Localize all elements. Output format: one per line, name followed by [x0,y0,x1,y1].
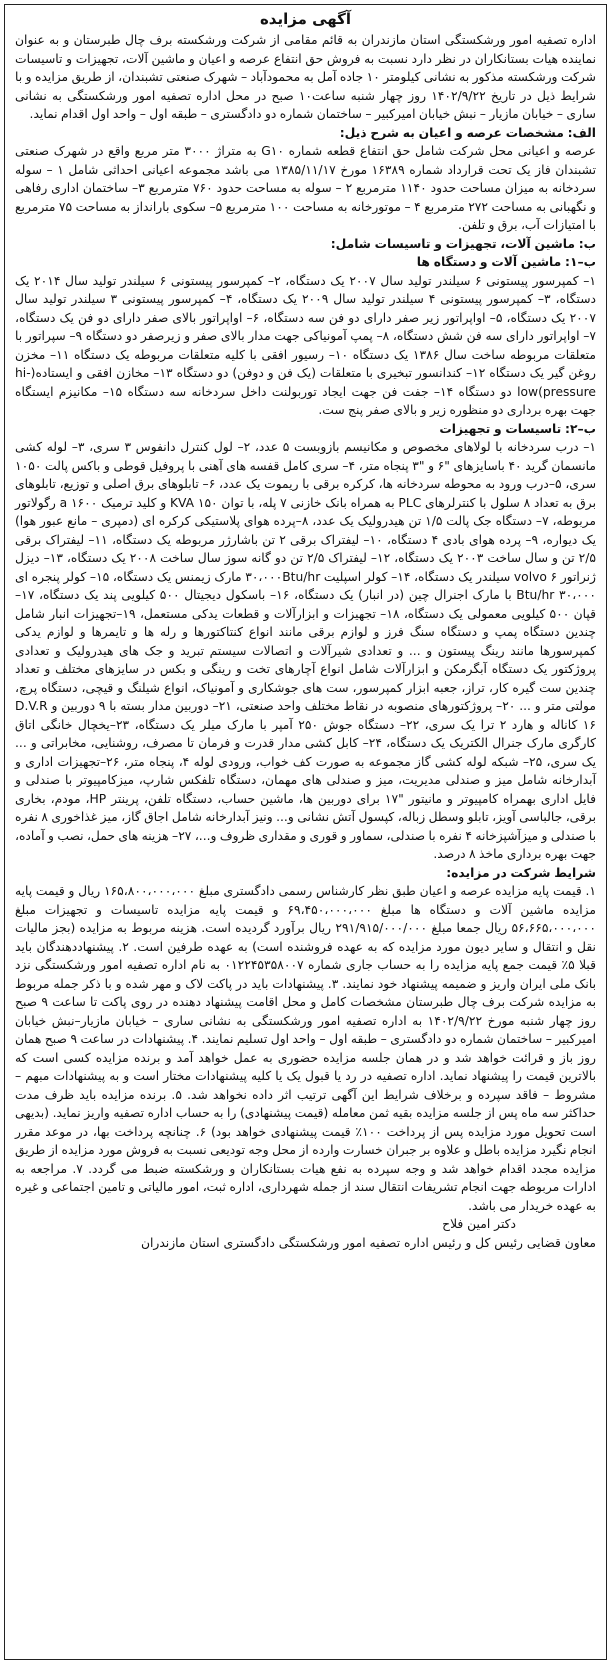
auction-notice [4,4,607,1660]
section-facilities-heading: ب–۲: تاسیسات و تجهیزات [439,421,596,436]
notice-title: آگهی مزایده [259,10,352,28]
section-machinery-heading: ب: ماشین آلات، تجهیزات و تاسیسات شامل: [330,236,596,251]
section-land-text: عرصه و اعیانی محل شرکت شامل حق انتفاع قطعه شماره G۱۰ به متراژ ۳۰۰۰ متر مربع واقع در شهرک صنعتی تشبندان فاز یک تحت قرارداد شماره ۱۶۳۸۹ مورخ ۱۳۸۵/۱۱/۱۷ می باشد مجموعه اعیانی احداثی شامل ۱ – سوله سردخانه به میزان مساحت حدود ۱۱۴۰ مترمربع ۲ – سوله به مساحت حدود ۷۶۰ مترمربع ۳– ساختمان اداری رفاهی و نگهبانی به مساحت ۲۷۲ مترمربع ۴ – موتورخانه به مساحت ۱۰۰ مترمربع ۵– سکوی بارانداز به مساحت ۷۵ مترمربع با امتیازات آب، برق و تلفن. [15,144,596,232]
section-land-heading: الف: مشخصات عرصه و اعیان به شرح ذیل: [339,125,596,140]
section-conditions-heading: شرایط شرکت در مزایده: [446,865,596,880]
section-facilities-text: ۱– درب سردخانه با لولاهای مخصوص و مکانیسم بازوبست ۵ عدد، ۲– لول کنترل دانفوس ۳ سری، ۳– لوله کشی مانسمان گرید ۴۰ باسایزهای "۶ و "۳ پنجاه متر، ۴– سری کامل قفسه های آهنی با پروفیل قوطی و باکس پالت ۱۰۵۰ سری، ۵–درب ورود به محوطه سردخانه ها، کرکره برقی با ریموت یک عدد، ۶– تابلوهای برق اصلی و توزیع، تابلوهای برق به تعداد ۸ سلول با کنترلرهای PLC به همراه بانک خازنی ۷ پله، با توان KVA ۱۵۰ و کلید ترمیک a ۱۶۰۰ رگولاتور مربوطه، ۷– دستگاه جک پالت ۱/۵ تن هیدرولیک یک عدد، ۸–پرده هوای پلاستیکی کرکره ای (دمپری – مانع عبور هوا) یک دیواره، ۹– پرده هوای بادی ۴ دستگاه، ۱۰– لیفتراک برقی ۲ تن باشارژر مربوطه یک دستگاه، ۱۱– لیفتراک برقی ۲/۵ تن و سال ساخت ۲۰۰۳ یک دستگاه، ۱۲– لیفتراک ۲/۵ تن دو گانه سوز سال ساخت ۲۰۰۸ یک دستگاه، ۱۳– دیزل ژنراتور volvo ۶ سیلندر یک دستگاه، ۱۴– کولر اسپلیت ۳۰،۰۰۰Btu/hr مارک زیمنس یک دستگاه، ۱۵– کولر پنجره ای ۳۰،۰۰۰ Btu/hr با مارک اجنرال چین (در انبار) یک دستگاه، ۱۶– باسکول دیجیتال ۵۰۰ کیلویی پند یک دستگاه، ۱۷– قپان ۵۰۰ کیلویی معمولی یک دستگاه، ۱۸– تجهیزات و ابزارآلات و قطعات یدکی مستعمل، ۱۹–تجهیزات انبار شامل چندین دستگاه پمپ و دستگاه سنگ فرز و لوازم برقی مانند انواع کنتاکتورها و رله ها و تایمرها و لوازم یدکی کمپرسورها مانند رینگ پیستون و ... و تعدادی شیرآلات و اتصالات سیستم تبرید و جک های هیدرولیک و تعدادی پروژکتور یک دستگاه آبگرمکن و ابزارآلات شامل انواع آچارهای تخت و رینگی و بکس در سایزهای مختلف و تعداد چندین ست گیره کار، تراز، جعبه ابزار کمپرسور، ست های جوشکاری و آمونیاک، انواع شیلنگ و قیچی، دستگاه پرچ، مولتی متر و ... ۲۰– پروژکتورهای منصوبه در نقاط مختلف واحد صنعتی، ۲۱– دوربین مدار بسته با ۹ دوربین و D.V.R ۱۶ کاناله و هارد ۲ ترا یک سری، ۲۲– دستگاه جوش ۲۵۰ آمپر با مارک میلر یک دستگاه، ۲۳–یخچال خانگی اتاق کارگری مارک جنرال الکتریک یک دستگاه، ۲۴– کابل کشی مدار قدرت و فرمان تا مصرف، روشنایی، مخابراتی و ... یک سری، ۲۵– شبکه لوله کشی گاز مجموعه به صورت کف خواب، ورودی لوله ۴، پنجاه متر، ۲۶–تجهیزات اداری و آبدارخانه شامل میز و صندلی مدیریت، میز و صندلی های مهمان، دستگاه تلفکس شارپ، میزکامپیوتر با صندلی و فایل اداری بهمراه کامپیوتر و مانیتور "۱۷ برای دوربین ها، ماشین حساب، دستگاه تلفن، پرینتر HP، مودم، بخاری برقی، جالباسی آویز، تابلو وسطل زباله، کپسول آتش نشانی و... ونیز آبدارخانه شامل اجاق گاز، میز غذاخوری ۸ نفره با صندلی و میزآشپزخانه ۴ نفره با صندلی، سماور و قوری و مقداری ظروف و...، ۲۷– هزینه های حمل، نصب و آماده، جهت بهره برداری ماخذ ۸ درصد. [15,440,597,861]
signature-name: دکتر امین فلاح [442,1217,516,1231]
section-conditions-text: ۱. قیمت پایه مزایده عرصه و اعیان طبق نظر کارشناس رسمی دادگستری مبلغ ۱۶۵،۸۰۰،۰۰۰،۰۰۰ ریال و قیمت پایه مزایده ماشین آلات و دستگاه ها مبلغ ۶۹،۴۵۰،۰۰۰،۰۰۰ و قیمت پایه مزایده تاسیسات و تجهیزات مبلغ ۵۶،۶۶۵،۰۰۰،۰۰۰ ریال جمعا مبلغ ۲۹۱/۹۱۵/۰۰۰/۰۰۰ ریال برآورد گردیده است. هزینه مربوط به مزایده (بجز مالیات نقل و انتقال و سایر دیون مورد مزایده که به عهده فروشنده است) به عهده طرفین است. ۲. پیشنهاددهندگان باید قبلا ۵٪ قیمت جمع پایه مزایده را به حساب جاری شماره ۰۱۲۲۴۵۳۵۸۰۰۷ به نام اداره تصفیه امور ورشکستگی نزد بانک ملی ایران واریز و ضمیمه پیشنهاد خود نمایند. ۳. پیشنهادات باید در پاکت لاک و مهر شده و با ذکر جمله مربوط به مزایده شرکت برف چال طبرستان مشخصات کامل و محل اقامت پیشنهاد دهنده در روی پاکت تا ساعت ۹ صبح روز چهار شنبه مورخ ۱۴۰۲/۹/۲۲ به اداره تصفیه امور ورشکستگی به نشانی ساری – خیابان مازیار–نبش خیابان امیرکبیر – ساختمان شماره دو دادگستری – طبقه اول – واحد اول تسلیم نمایند. ۴. پیشنهادات در ساعت ۹ صبح همان روز باز و قرائت خواهد شد و در همان جلسه مزایده حضوری به عمل خواهد آمد و برنده مزایده کسی است که بالاترین قیمت را پیشنهاد نماید. اداره تصفیه در رد یا قبول یک یا کلیه پیشنهادات مختار است و به پیشنهادات مبهم – مشروط – فاقد سپرده و برخلاف شرایط این آگهی ترتیب اثر داده نخواهد شد. ۵. برنده مزایده باید ظرف مدت حداکثر سه ماه پس از جلسه مزایده بقیه ثمن معامله (قیمت پیشنهادی) را به حساب اداره تصفیه واریز نماید. (بدیهی است تحویل مورد مزایده پس از پرداخت ۱۰۰٪ قیمت پیشنهادی خواهد بود) ۶. چنانچه پرداخت بها، در موعد مقرر انجام نگیرد مزایده باطل و علاوه بر جبران خسارت وارده از محل وجه تودیعی نسبت به فروش مورد مزایده از طریق مزایده مجدد اقدام خواهد شد و وجه سپرده به نفع هیات بستانکاران و ورشکسته ضبط می گردد. ۷. مراجعه به ادارات مربوطه جهت انجام تشریفات انتقال سند از جمله شهرداری، اداره ثبت، امور مالیاتی و تامین اجتماعی و غیره به عهده خریدار می باشد. [15,884,597,1213]
notice-intro: اداره تصفیه امور ورشکستگی استان مازندران به قائم مقامی از شرکت ورشکسته برف چال طبرستان و به عنوان نماینده هیات بستانکاران در نظر دارد نسبت به فروش حق انتفاع عرصه و اعیان و ماشین آلات، تجهیزات و تاسیسات شرکت ورشکسته مذکور به نشانی کیلومتر ۱۰ جاده آمل به محمودآباد – شهرک صنعتی تشبندان، از طریق مزایده و با شرایط ذیل در تاریخ ۱۴۰۲/۹/۲۲ روز چهار شنبه ساعت۱۰ صبح در محل اداره تصفیه امور ورشکستگی به نشانی ساری – خیابان مازیار – نبش خیابان امیرکبیر – ساختمان شماره دو دادگستری – طبقه اول – واحد اول اقدام نماید. [15,33,597,121]
section-machines-heading: ب–۱: ماشین آلات و دستگاه ها [416,255,596,269]
signature-title: معاون قضایی رئیس کل و رئیس اداره تصفیه امور ورشکستگی دادگستری استان مازندران [140,1235,596,1250]
section-machines-text: ۱– کمپرسور پیستونی ۶ سیلندر تولید سال ۲۰۰۷ یک دستگاه، ۲– کمپرسور پیستونی ۶ سیلندر تولید سال ۲۰۱۴ یک دستگاه، ۳– کمپرسور پیستونی ۴ سیلندر تولید سال ۲۰۰۹ یک دستگاه، ۴– کمپرسور پیستونی ۳ سیلندر تولید سال ۲۰۰۷ یک دستگاه، ۵– اواپراتور زیر صفر دارای دو فن سه دستگاه، ۶– اواپراتور بالای صفر دارای دو فن یک دستگاه، ۷– اواپراتور دارای سه فن شش دستگاه، ۸– پمپ آمونیاکی جهت مدار بالای صفر و زیرصفر دو دستگاه ۹– سپراتور با متعلقات مربوطه ساخت سال ۱۳۸۶ یک دستگاه ۱۰– رسیور افقی با کلیه متعلقات مربوطه یک دستگاه ۱۱– مخزن روغن گیر یک دستگاه ۱۲– کندانسور تبخیری با متعلقات (یک فن و دوفن) دو دستگاه ۱۳– مخازن افقی و ایستاده(hi-low(pressure دو دستگاه ۱۴– جفت فن جهت ایجاد توربولنت داخل سردخانه سه دستگاه ۱۵– مکانیزم ایستگاه جهت بهره برداری دو منظوره زیر و بالای صفر پنج ست. [15,273,596,417]
